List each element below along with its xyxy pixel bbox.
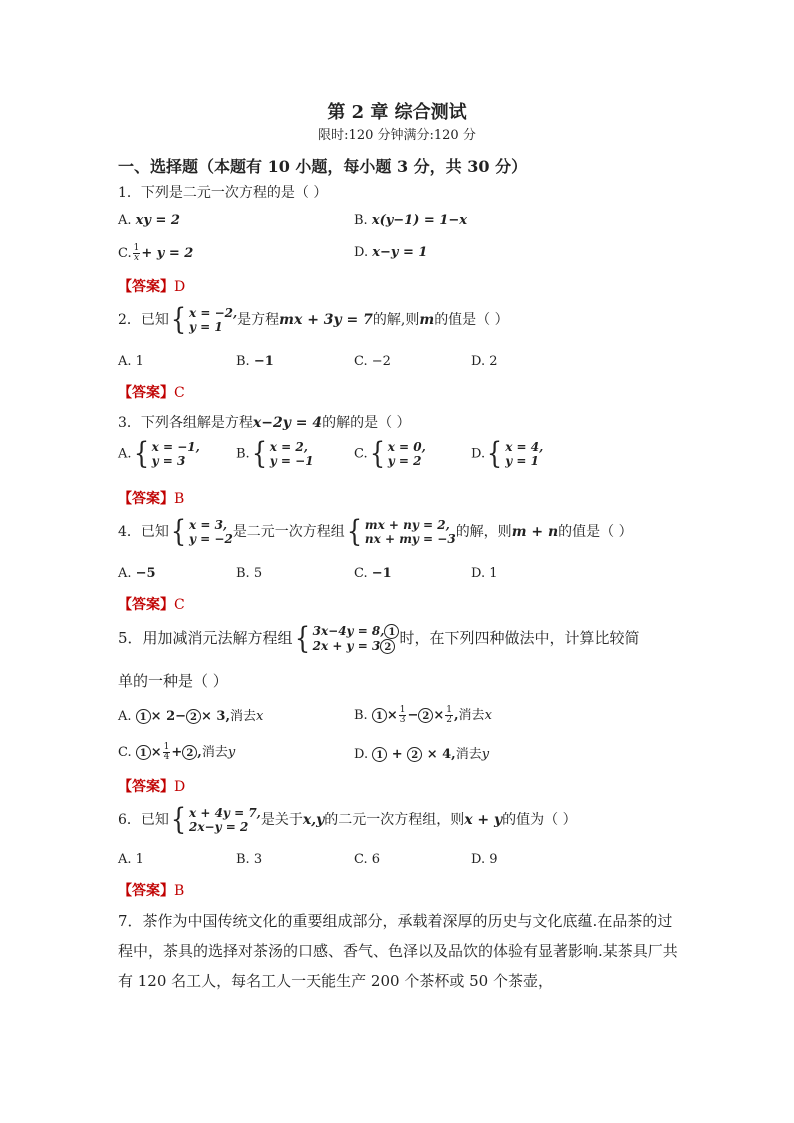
q3-answer: 【答案】B (118, 491, 185, 507)
q4-answer: 【答案】C (118, 597, 185, 613)
q3-option-b: B. { x = 2, y = −1 (236, 436, 314, 471)
q1-option-a: A. xy = 2 (118, 213, 180, 228)
q4-stem: 4．已知 { x = 3, y = −2 是二元一次方程组 { mx + ny = 2, nx + my = −3 的解，则m + n的值是（ ） (118, 514, 633, 549)
q7-stem: 7．茶作为中国传统文化的重要组成部分，承载着深厚的历史与文化底蕴.在品茶的过程中，茶具的选择对茶汤的口感、香气、色泽以及品饮的体验有显著影响.某茶具厂共有 120 名工人，每名工人一天能生产 200 个茶杯或 50 个茶壶， (118, 912, 678, 990)
q1-option-c: C. $\frac{1}{x}$ + y = 2 (118, 243, 194, 263)
q3-option-c: C. { x = 0, y = 2 (354, 436, 426, 471)
q6-option-d: D. 9 (471, 852, 498, 867)
q3-option-a: A. { x = −1, y = 3 (118, 436, 200, 471)
q5-option-b: B. 1 × $\frac{1}{3}$ − 2 × $\frac{1}{2}$ ,消去x (354, 705, 492, 725)
section-heading: 一、选择题（本题有 10 小题，每小题 3 分，共 30 分） (118, 157, 528, 176)
page-title: 第 2 章 综合测试 (327, 102, 467, 123)
q6-answer: 【答案】B (118, 883, 185, 899)
q1-answer: 【答案】D (118, 279, 186, 295)
q4-option-d: D. 1 (471, 566, 498, 581)
q2-option-a: A. 1 (118, 354, 144, 369)
q2-option-c: C. −2 (354, 354, 391, 369)
q4-option-b: B. 5 (236, 566, 263, 581)
q5-option-c: C. 1 × $\frac{1}{4}$ + 2 ,消去y (118, 742, 236, 762)
q5-option-a: A. 1 × 2− 2 × 3,消去x (118, 709, 264, 724)
q5-option-d: D. 1 + 2 × 4,消去y (354, 747, 490, 762)
q6-stem: 6．已知 { x + 4y = 7, 2x−y = 2 是关于x,y的二元一次方程组，则x + y的值为（ ） (118, 802, 577, 837)
q6-option-b: B. 3 (236, 852, 263, 867)
q4-option-c: C. −1 (354, 566, 392, 581)
q3-stem: 3．下列各组解是方程x−2y = 4的解的是（ ） (118, 415, 411, 431)
q2-option-b: B. −1 (236, 354, 274, 369)
q1-option-d: D. x−y = 1 (354, 245, 428, 260)
q5-stem: 5．用加减消元法解方程组 { 3x−4y = 8, 1 2x + y = 3 2 时，在下列四种做法中，计算比较简 (118, 621, 640, 656)
q2-option-d: D. 2 (471, 354, 498, 369)
page-subtitle: 限时:120 分钟满分:120 分 (318, 128, 476, 143)
q2-answer: 【答案】C (118, 385, 185, 401)
q3-option-d: D. { x = 4, y = 1 (471, 436, 544, 471)
q1-stem: 1．下列是二元一次方程的是（ ） (118, 185, 328, 201)
q4-option-a: A. −5 (118, 566, 156, 581)
q5-answer: 【答案】D (118, 779, 186, 795)
q6-option-c: C. 6 (354, 852, 381, 867)
q2-stem: 2．已知 { x = −2, y = 1 是方程mx + 3y = 7的解,则m的值是（ ） (118, 302, 509, 337)
q1-option-b: B. x(y−1) = 1−x (354, 213, 468, 228)
q5-stem-line2: 单的一种是（ ） (118, 672, 228, 690)
q6-option-a: A. 1 (118, 852, 144, 867)
